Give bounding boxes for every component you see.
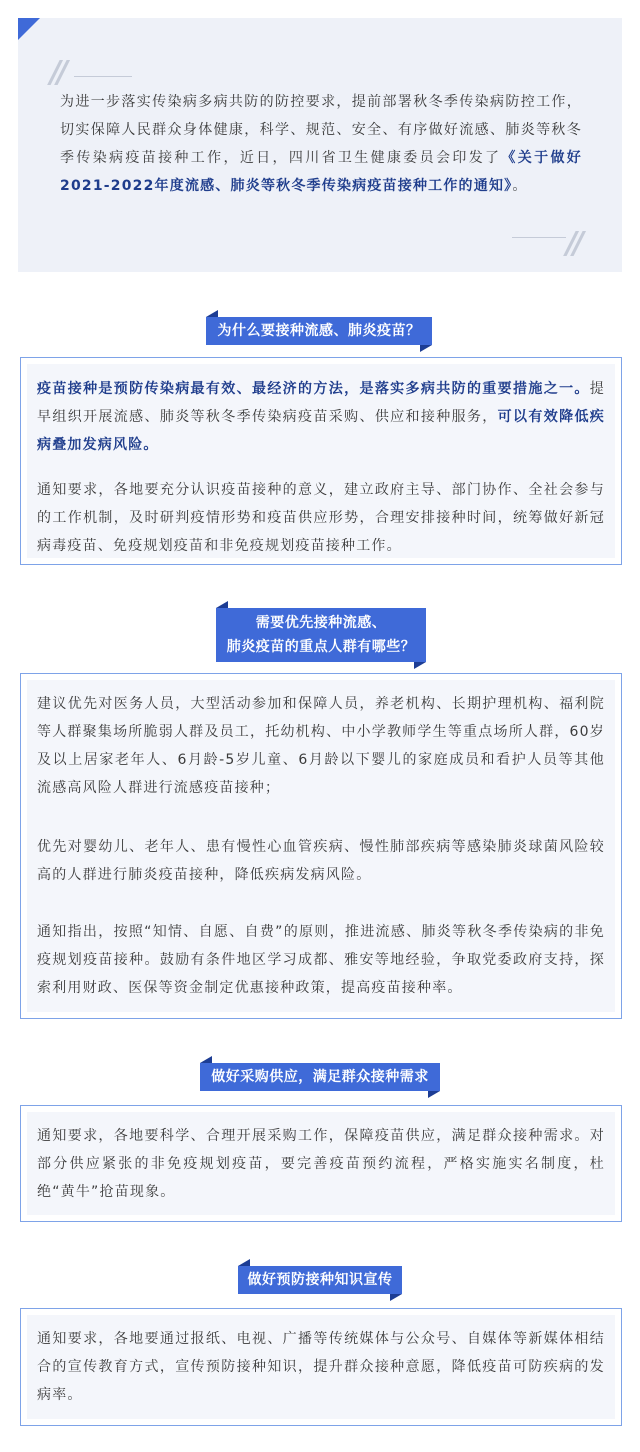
section1-box-inner [27,364,615,558]
section1-key-statement: 疫苗接种是预防传染病最有效、最经济的方法，是落实多病共防的重要措施之一。 [37,381,590,397]
section2-box [20,673,622,1019]
section2-paragraph-1: 建议优先对医务人员，大型活动参加和保障人员，养老机构、长期护理机构、福利院等人群聚集场所脆弱人群及员工，托幼机构、中小学教师学生等重点场所人群，60岁及以上居家老年人、6月龄-5岁儿童、6月龄以下婴儿的家庭成员和看护人员等其他流感高风险人群进行流感疫苗接种； [37,696,605,796]
section2-heading-line2: 肺炎疫苗的重点人群有哪些？ [226,639,416,655]
heading-corner-decoration [238,1259,250,1266]
notice-title: 《关于做好2021-2022年度流感、肺炎等秋冬季传染病疫苗接种工作的通知》 [60,150,582,194]
section1-key-benefit: 可以有效降低疾病叠加发病风险。 [37,409,606,453]
section3-box-inner [27,1112,615,1215]
section3-box [20,1105,622,1222]
section3-heading-text: 做好采购供应，满足群众接种需求 [211,1069,429,1085]
section2-paragraph-2: 优先对婴幼儿、老年人、患有慢性心血管疾病、慢性肺部疾病等感染肺炎球菌风险较高的人群进行肺炎疫苗接种，降低疾病发病风险。 [37,839,605,883]
section2-paragraph-3: 通知指出，按照“知情、自愿、自费”的原则，推进流感、肺炎等秋冬季传染病的非免疫规划疫苗接种。鼓励有条件地区学习成都、雅安等地经验，争取党委政府支持，探索利用财政、医保等资金制定优惠接种政策，提高疫苗接种率。 [37,924,605,996]
heading-corner-decoration [200,1056,212,1063]
intro-paragraph [60,88,582,200]
heading-corner-decoration [206,310,218,317]
heading-corner-decoration [420,345,432,352]
section4-heading-text: 做好预防接种知识宣传 [247,1272,393,1288]
section2-heading [216,608,426,662]
section1-paragraph-1 [37,375,605,459]
close-quote-line [512,237,566,238]
section1-text: 提早组织开展流感、肺炎等秋冬季传染病疫苗采购、供应和接种服务， [37,381,605,425]
heading-corner-decoration [390,1294,402,1301]
section4-heading [238,1266,402,1294]
section1-box [20,357,622,565]
close-quote-icon: // [566,226,580,261]
heading-corner-decoration [216,601,228,608]
section1-paragraph-2: 通知要求，各地要充分认识疫苗接种的意义，建立政府主导、部门协作、全社会参与的工作机制，及时研判疫情形势和疫苗供应形势，合理安排接种时间，统筹做好新冠病毒疫苗、免疫规划疫苗和非免疫规划疫苗接种工作。 [37,482,605,554]
heading-corner-decoration [428,1091,440,1098]
section3-paragraph-1: 通知要求，各地要科学、合理开展采购工作，保障疫苗供应，满足群众接种需求。对部分供应紧张的非免疫规划疫苗，要完善疫苗预约流程，严格实施实名制度，杜绝“黄牛”抢苗现象。 [37,1128,605,1200]
open-quote-line [74,76,132,77]
heading-corner-decoration [414,662,426,669]
intro-card [18,18,622,272]
section3-heading [200,1063,440,1091]
section1-heading [206,317,432,345]
section4-box [20,1308,622,1426]
section2-heading-line1: 需要优先接种流感、 [255,615,387,631]
section2-box-inner [27,680,615,1012]
section4-paragraph-1: 通知要求，各地要通过报纸、电视、广播等传统媒体与公众号、自媒体等新媒体相结合的宣传教育方式，宣传预防接种知识，提升群众接种意愿，降低疫苗可防疾病的发病率。 [37,1331,605,1403]
section4-box-inner [27,1315,615,1419]
intro-text: 为进一步落实传染病多病共防的防控要求，提前部署秋冬季传染病防控工作，切实保障人民群众身体健康，科学、规范、安全、有序做好流感、肺炎等秋冬季传染病疫苗接种工作，近日，四川省卫生健康委员会印发了 [60,94,582,166]
section1-heading-text: 为什么要接种流感、肺炎疫苗？ [217,323,421,339]
corner-triangle-decoration [18,18,40,40]
intro-text-end: 。 [512,178,528,194]
open-quote-icon: // [50,55,64,90]
